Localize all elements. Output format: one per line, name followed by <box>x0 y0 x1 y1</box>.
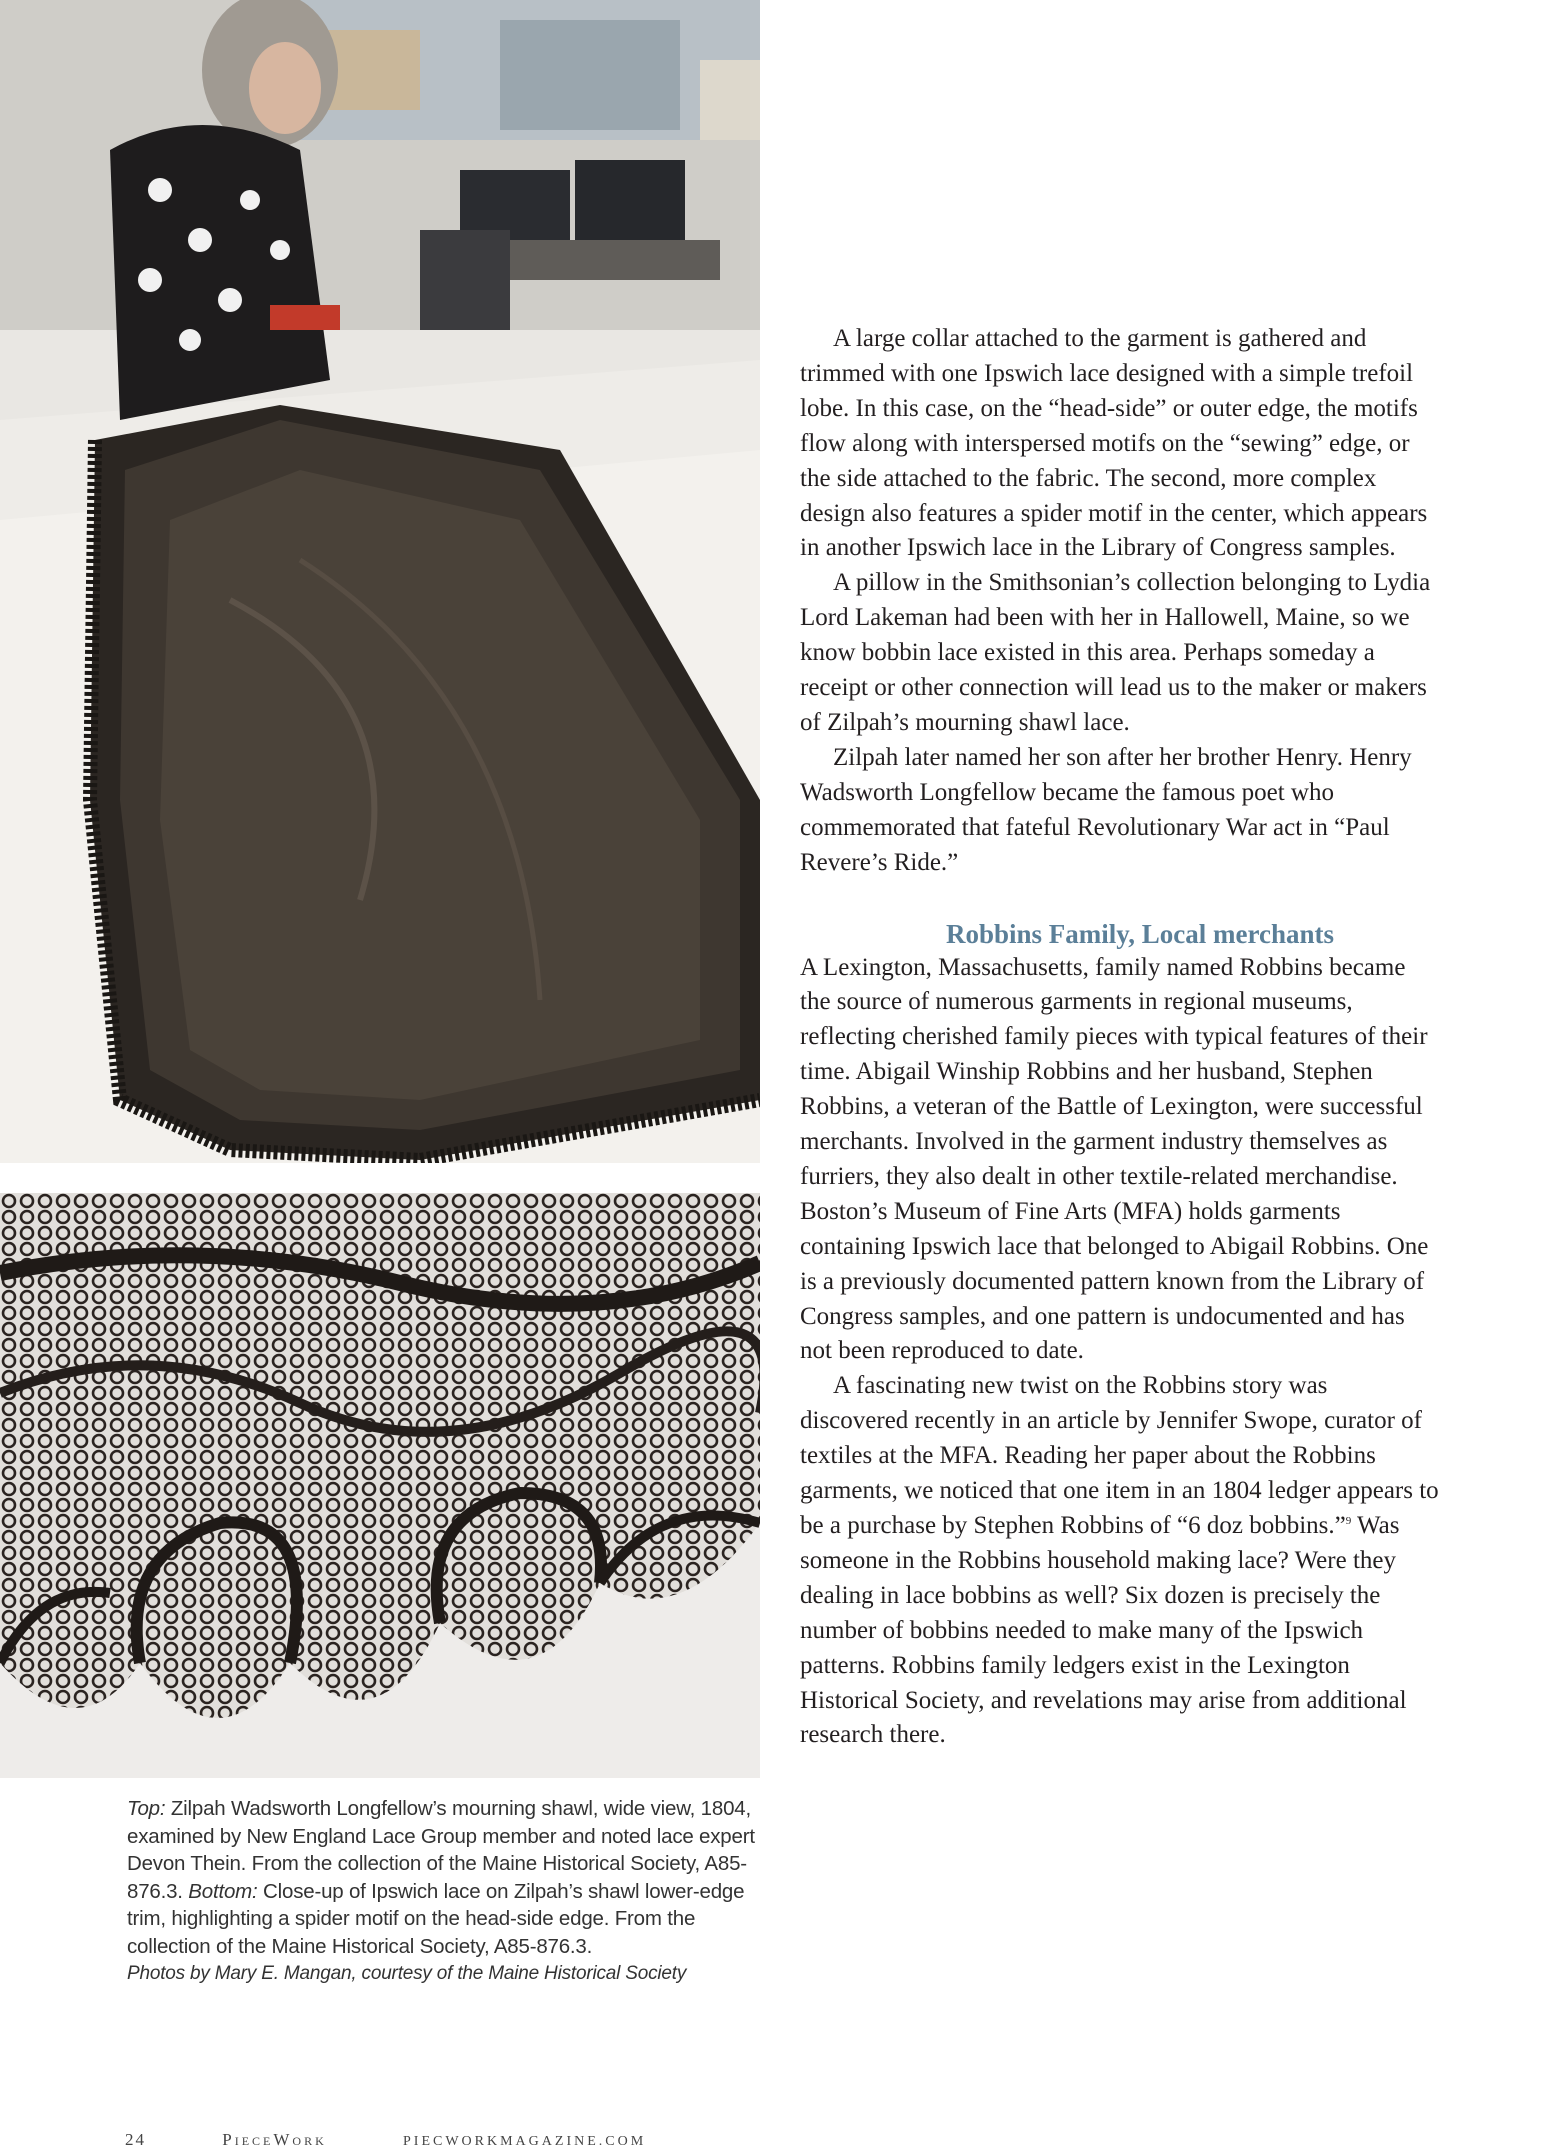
photo-shawl-wide <box>0 0 760 1163</box>
footnote-marker: 9 <box>1345 1515 1352 1527</box>
page-number: 24 <box>125 2130 146 2149</box>
article-paragraph-4: A Lexington, Massachusetts, family named Robbins became the source of numerous garments in regional museums, reflecting cherished family pieces with typical features of their time. Abigail Winship Robbins and her husband, Stephen Robbins, a veteran of the Battle of Lexington, were successful merchants. Involved in the garment industry themselves as furriers, they also dealt in other textile-related merchandise. Boston’s Museum of Fine Arts (MFA) holds garments containing Ipswich lace that belonged to Abigail Robbins. One is a previously documented pattern known from the Library of Congress samples, and one pattern is undocumented and has not been reproduced to date. <box>800 953 1429 1365</box>
magazine-url: PIECWORKMAGAZINE.COM <box>403 2134 647 2149</box>
article-paragraph-5 <box>800 1369 1440 1753</box>
article-paragraph-2: A pillow in the Smithsonian’s collection belonging to Lydia Lord Lakeman had been with her in Hallowell, Maine, so we know bobbin lace existed in this area. Perhaps someday a receipt or other connection will lead us to the maker or makers of Zilpah’s mourning shawl lace. <box>800 569 1431 736</box>
photo-lace-closeup <box>0 1193 760 1778</box>
article-column <box>800 322 1440 1753</box>
caption-top-label: Top: <box>127 1797 166 1820</box>
section-heading: Robbins Family, Local merchants <box>945 918 1335 949</box>
photo-caption <box>127 1795 759 1988</box>
caption-bottom-label: Bottom: <box>188 1879 258 1903</box>
article-paragraph-5-part-1: A fascinating new twist on the Robbins story was discovered recently in an article by Jennifer Swope, curator of textiles at the MFA. Reading her paper about the Robbins garments, we noticed that one item in an 1804 ledger appears to be a purchase by Stephen Robbins of “6 doz bobbins.” <box>800 1372 1439 1539</box>
page-footer <box>125 2130 716 2150</box>
magazine-name: PieceWork <box>222 2130 327 2149</box>
article-paragraph-1: A large collar attached to the garment is gathered and trimmed with one Ipswich lace designed with a simple trefoil lobe. In this case, on the “head-side” or outer edge, the motifs flow along with interspersed motifs on the “sewing” edge, or the side attached to the fabric. The second, more complex design also features a spider motif in the center, which appears in another Ipswich lace in the Library of Congress samples. <box>800 325 1428 562</box>
article-paragraph-3: Zilpah later named her son after her brother Henry. Henry Wadsworth Longfellow became the famous poet who commemorated that fateful Revolutionary War act in “Paul Revere’s Ride.” <box>800 743 1412 876</box>
caption-top-text: Zilpah Wadsworth Longfellow’s mourning shawl, wide view, 1804, examined by New England Lace Group member and noted lace expert Devon Thein. From the collection of the Maine Historical Society, A85-876.3. <box>127 1797 755 1903</box>
photo-credit: Photos by Mary E. Mangan, courtesy of the Maine Historical Society <box>127 1963 687 1984</box>
article-paragraph-5-part-2: Was someone in the Robbins household making lace? Were they dealing in lace bobbins as well? Six dozen is precisely the number of bobbins needed to make many of the Ipswich patterns. Robbins family ledgers exist in the Lexington Historical Society, and revelations may arise from additional research there. <box>800 1512 1407 1749</box>
photo-lace-closeup-image <box>0 1193 760 1778</box>
photo-shawl-wide-image <box>0 0 760 1163</box>
caption-bottom-text: Close-up of Ipswich lace on Zilpah’s shawl lower-edge trim, highlighting a spider motif on the head-side edge. From the collection of the Maine Historical Society, A85-876.3. <box>127 1879 745 1958</box>
